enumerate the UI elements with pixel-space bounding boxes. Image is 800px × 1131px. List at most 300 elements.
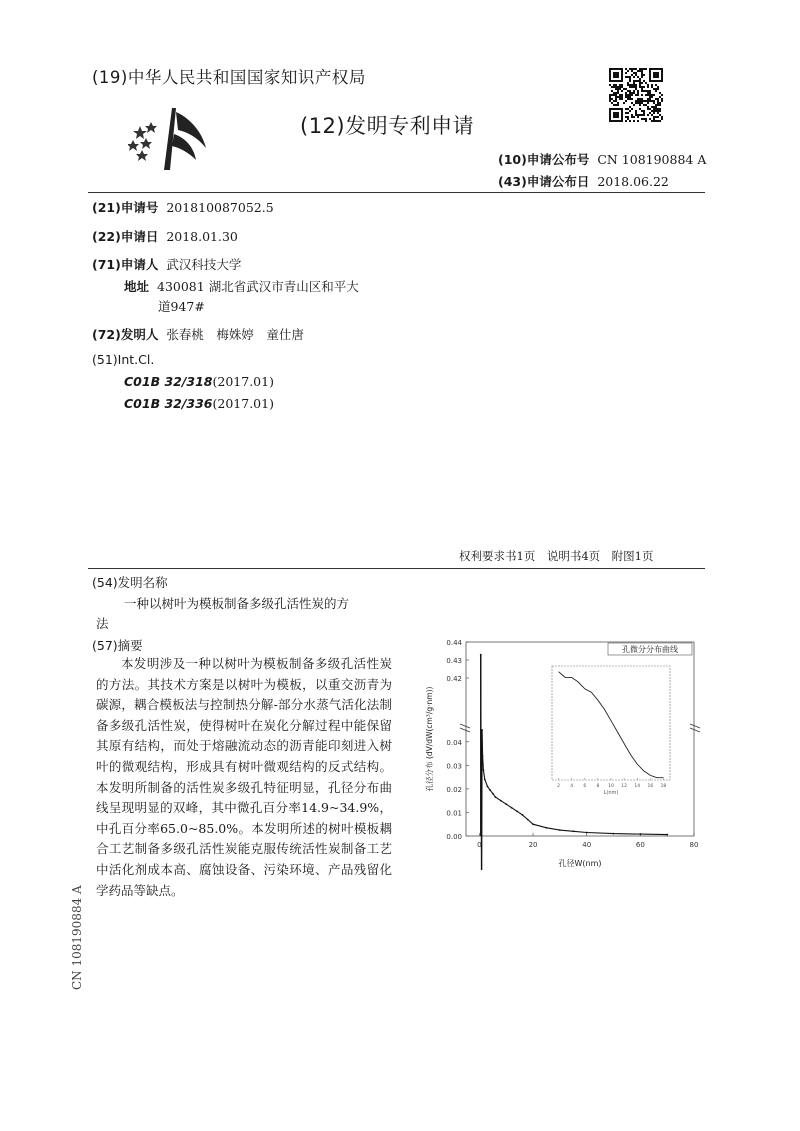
qr-module xyxy=(641,90,643,92)
y-tick-label: 0.03 xyxy=(446,762,462,771)
qr-module xyxy=(619,96,621,98)
qr-module xyxy=(635,80,637,82)
qr-module xyxy=(617,104,619,106)
qr-module xyxy=(639,108,641,110)
inset-x-tick-label: 12 xyxy=(621,784,627,789)
abstract-label: (57)摘要 xyxy=(92,638,143,653)
qr-module xyxy=(653,118,655,120)
qr-module xyxy=(659,104,661,106)
qr-module xyxy=(613,94,615,96)
qr-module xyxy=(633,82,635,84)
qr-module xyxy=(649,100,651,102)
qr-module xyxy=(615,86,617,88)
address-label: 地址 xyxy=(124,279,150,294)
qr-module xyxy=(633,86,635,88)
qr-module xyxy=(661,100,663,102)
inset-x-tick-label: 10 xyxy=(608,784,614,789)
qr-module xyxy=(611,86,613,88)
ipc-label: (51)Int.Cl. xyxy=(92,352,155,367)
qr-module xyxy=(621,86,623,88)
applicant-label: (71)申请人 xyxy=(92,257,159,272)
qr-module xyxy=(637,90,639,92)
qr-module xyxy=(617,96,619,98)
qr-module xyxy=(639,114,641,116)
qr-module xyxy=(641,74,643,76)
qr-module xyxy=(657,120,659,122)
qr-module xyxy=(649,94,651,96)
filing-date-label: (22)申请日 xyxy=(92,229,159,244)
filing-date: 2018.01.30 xyxy=(166,229,238,244)
qr-module xyxy=(621,84,623,86)
qr-module xyxy=(631,70,633,72)
inset-x-tick-label: 8 xyxy=(596,784,600,789)
data-point xyxy=(481,729,483,731)
qr-module xyxy=(649,118,651,120)
data-point xyxy=(480,654,482,656)
qr-module xyxy=(619,86,621,88)
qr-module xyxy=(609,94,611,96)
qr-module xyxy=(613,104,615,106)
qr-module xyxy=(643,80,645,82)
qr-module xyxy=(635,86,637,88)
data-point xyxy=(559,829,561,831)
pore-distribution-chart xyxy=(404,630,710,870)
qr-module xyxy=(643,118,645,120)
qr-module xyxy=(641,100,643,102)
qr-module xyxy=(637,98,639,100)
qr-module xyxy=(653,108,655,110)
qr-module xyxy=(625,68,627,70)
x-tick-label: 60 xyxy=(635,841,645,849)
qr-module xyxy=(649,98,651,100)
qr-module xyxy=(655,106,657,108)
qr-module xyxy=(613,92,615,94)
qr-module xyxy=(609,98,611,100)
x-tick-label: 40 xyxy=(582,841,592,849)
qr-module xyxy=(647,106,649,108)
qr-module xyxy=(629,96,631,98)
inventors: 张春桃 梅姝婷 童仕唐 xyxy=(166,327,304,342)
qr-module xyxy=(659,102,661,104)
axis-break-mark xyxy=(690,728,700,732)
applicant: 武汉科技大学 xyxy=(166,257,242,272)
qr-module xyxy=(633,80,635,82)
qr-module xyxy=(657,88,659,90)
qr-module xyxy=(629,90,631,92)
qr-module xyxy=(629,76,631,78)
qr-module xyxy=(629,106,631,108)
data-point xyxy=(546,827,548,829)
abstract-text: 本发明涉及一种以树叶为模板制备多级孔活性炭的方法。其技术方案是以树叶为模板，以重交沥青为碳源，耦合模板法与控制热分解-部分水蒸气活化法制备多级孔活性炭，使得树叶在炭化分解过程中能保留其原有结构，而处于熔融流动态的沥青能印刻进入树叶的微观结构，形成具有树叶微观结构的反式结构。本发明所制备的活性炭多级孔特征明显，孔径分布曲线呈现明显的双峰，其中微孔百分率14.9~34.9%，中孔百分率65.0~85.0%。本发明所述的树叶模板耦合工艺制备多级孔活性炭能克服传统活性炭制备工艺中活化剂成本高、腐蚀设备、污染环境、产品残留化学药品等缺点。 xyxy=(96,656,392,898)
data-point xyxy=(511,807,513,809)
data-point xyxy=(483,769,485,771)
qr-module xyxy=(627,112,629,114)
office-name: (19)中华人民共和国国家知识产权局 xyxy=(92,68,366,87)
qr-module xyxy=(631,74,633,76)
qr-module xyxy=(623,102,625,104)
qr-module xyxy=(609,96,611,98)
qr-module xyxy=(647,84,649,86)
qr-module xyxy=(657,98,659,100)
data-point xyxy=(487,786,489,788)
qr-module xyxy=(637,94,639,96)
qr-module xyxy=(615,100,617,102)
qr-module xyxy=(641,110,643,112)
data-point xyxy=(489,789,491,791)
qr-module xyxy=(645,94,647,96)
qr-module xyxy=(649,96,651,98)
data-point xyxy=(639,833,641,835)
y-axis-label: 孔径分布 (dV/dW(cm³/g·nm)) xyxy=(425,686,434,792)
y-tick-label: 0.02 xyxy=(446,785,462,794)
qr-module xyxy=(659,120,661,122)
qr-module xyxy=(623,88,625,90)
qr-module xyxy=(641,118,643,120)
qr-module xyxy=(645,90,647,92)
qr-module xyxy=(627,94,629,96)
qr-module xyxy=(611,94,613,96)
qr-module xyxy=(657,110,659,112)
qr-module xyxy=(649,108,651,110)
application-number-label: (21)申请号 xyxy=(92,200,159,215)
qr-module xyxy=(645,118,647,120)
qr-module xyxy=(655,84,657,86)
qr-module xyxy=(637,100,639,102)
qr-module xyxy=(615,104,617,106)
qr-module xyxy=(641,88,643,90)
y-tick-label: 0.43 xyxy=(446,657,462,665)
qr-module xyxy=(641,68,643,70)
qr-module xyxy=(631,84,633,86)
qr-module xyxy=(617,88,619,90)
qr-module xyxy=(655,120,657,122)
qr-module xyxy=(619,88,621,90)
qr-module xyxy=(627,118,629,120)
qr-module xyxy=(631,68,633,70)
data-point xyxy=(482,755,484,757)
axis-break-mark xyxy=(460,724,470,728)
qr-module xyxy=(633,72,635,74)
qr-module xyxy=(619,94,621,96)
qr-module xyxy=(641,94,643,96)
qr-module xyxy=(637,114,639,116)
qr-module xyxy=(655,108,657,110)
qr-module xyxy=(637,102,639,104)
qr-module xyxy=(645,82,647,84)
qr-module xyxy=(625,112,627,114)
qr-module xyxy=(651,106,653,108)
qr-module xyxy=(625,108,627,110)
qr-module xyxy=(633,76,635,78)
data-point xyxy=(500,800,502,802)
x-tick-label: 20 xyxy=(528,841,538,849)
qr-module xyxy=(645,100,647,102)
y-tick-label: 0.42 xyxy=(446,675,462,683)
x-tick-label: 80 xyxy=(689,841,699,849)
qr-module xyxy=(651,114,653,116)
qr-module xyxy=(633,68,635,70)
qr-module xyxy=(633,90,635,92)
qr-module xyxy=(661,116,663,118)
qr-module xyxy=(657,100,659,102)
qr-module xyxy=(635,112,637,114)
data-point xyxy=(613,833,615,835)
qr-module xyxy=(653,106,655,108)
qr-module xyxy=(655,116,657,118)
qr-module xyxy=(655,110,657,112)
qr-module xyxy=(621,96,623,98)
qr-module xyxy=(647,94,649,96)
qr-module xyxy=(627,84,629,86)
qr-module xyxy=(609,84,611,86)
qr-module xyxy=(661,98,663,100)
qr-module xyxy=(659,96,661,98)
qr-module xyxy=(635,110,637,112)
qr-module xyxy=(637,70,639,72)
qr-module xyxy=(627,108,629,110)
qr-module xyxy=(627,116,629,118)
qr-module xyxy=(625,92,627,94)
qr-module xyxy=(633,116,635,118)
qr-module xyxy=(659,110,661,112)
data-point xyxy=(505,803,507,805)
qr-module xyxy=(629,84,631,86)
qr-module xyxy=(629,86,631,88)
qr-module xyxy=(651,120,653,122)
qr-module xyxy=(631,92,633,94)
qr-module xyxy=(621,90,623,92)
qr-module xyxy=(635,74,637,76)
inset-x-tick-label: 4 xyxy=(570,784,574,789)
qr-module xyxy=(641,102,643,104)
qr-finder-inner xyxy=(613,72,619,78)
qr-module xyxy=(629,92,631,94)
qr-module xyxy=(657,112,659,114)
ipc-code-1: C01B 32/318 xyxy=(124,374,213,389)
qr-module xyxy=(637,92,639,94)
qr-module xyxy=(639,84,641,86)
header-divider xyxy=(88,192,705,193)
qr-module xyxy=(627,98,629,100)
qr-module xyxy=(643,86,645,88)
qr-module xyxy=(633,120,635,122)
qr-module xyxy=(647,90,649,92)
qr-module xyxy=(621,98,623,100)
qr-module xyxy=(631,102,633,104)
qr-module xyxy=(643,74,645,76)
qr-module xyxy=(635,72,637,74)
qr-module xyxy=(615,84,617,86)
qr-module xyxy=(637,116,639,118)
qr-module xyxy=(639,102,641,104)
qr-module xyxy=(661,118,663,120)
qr-module xyxy=(635,100,637,102)
qr-module xyxy=(659,92,661,94)
qr-module xyxy=(641,86,643,88)
qr-module xyxy=(625,100,627,102)
qr-module xyxy=(647,92,649,94)
qr-module xyxy=(645,104,647,106)
qr-module xyxy=(629,120,631,122)
qr-module xyxy=(615,96,617,98)
page-count: 权利要求书1页 说明书4页 附图1页 xyxy=(459,549,654,563)
qr-module xyxy=(647,98,649,100)
qr-module xyxy=(613,100,615,102)
qr-module xyxy=(625,96,627,98)
data-point xyxy=(521,814,523,816)
qr-module xyxy=(659,108,661,110)
qr-module xyxy=(617,86,619,88)
qr-module xyxy=(641,114,643,116)
qr-module xyxy=(619,98,621,100)
data-point xyxy=(586,832,588,834)
qr-module xyxy=(625,88,627,90)
qr-module xyxy=(611,102,613,104)
qr-module xyxy=(625,76,627,78)
qr-module xyxy=(639,100,641,102)
qr-module xyxy=(643,68,645,70)
qr-module xyxy=(647,102,649,104)
qr-finder-inner xyxy=(613,112,619,118)
qr-module xyxy=(611,98,613,100)
section-divider xyxy=(88,568,705,569)
qr-module xyxy=(629,98,631,100)
qr-module xyxy=(633,104,635,106)
axis-break-mark xyxy=(690,724,700,728)
qr-module xyxy=(653,110,655,112)
qr-module xyxy=(635,102,637,104)
qr-module xyxy=(647,100,649,102)
qr-module xyxy=(655,98,657,100)
qr-module xyxy=(645,120,647,122)
qr-module xyxy=(653,100,655,102)
qr-code xyxy=(609,68,663,122)
qr-module xyxy=(641,82,643,84)
qr-module xyxy=(641,70,643,72)
qr-module xyxy=(657,108,659,110)
qr-finder-inner xyxy=(653,72,659,78)
cnipa-logo xyxy=(128,104,210,172)
inset-x-label: L(nm) xyxy=(603,790,619,796)
y-tick-label: 0.04 xyxy=(446,738,462,747)
publication-date: 2018.06.22 xyxy=(597,174,669,189)
axis-break-mark xyxy=(460,728,470,732)
qr-module xyxy=(657,116,659,118)
qr-module xyxy=(655,104,657,106)
qr-module xyxy=(657,104,659,106)
qr-module xyxy=(635,68,637,70)
qr-module xyxy=(635,94,637,96)
x-axis-label: 孔径W(nm) xyxy=(558,859,602,868)
y-tick-label: 0.44 xyxy=(446,639,462,647)
qr-module xyxy=(649,92,651,94)
qr-module xyxy=(655,88,657,90)
chart-title: 孔微分分布曲线 xyxy=(622,645,678,654)
qr-module xyxy=(653,116,655,118)
qr-module xyxy=(643,100,645,102)
invention-title-line-2: 法 xyxy=(96,616,109,631)
qr-module xyxy=(651,84,653,86)
qr-module xyxy=(621,94,623,96)
publication-number-label: (10)申请公布号 xyxy=(498,152,590,167)
y-tick-label: 0.01 xyxy=(446,809,462,818)
qr-module xyxy=(647,86,649,88)
qr-module xyxy=(631,108,633,110)
inset-frame xyxy=(552,666,670,780)
address-line-1: 430081 湖北省武汉市青山区和平大 xyxy=(157,279,359,294)
qr-module xyxy=(617,102,619,104)
qr-module xyxy=(651,110,653,112)
y-tick-label: 0.00 xyxy=(446,833,462,841)
qr-module xyxy=(643,110,645,112)
qr-module xyxy=(631,94,633,96)
qr-module xyxy=(625,94,627,96)
qr-module xyxy=(631,114,633,116)
qr-module xyxy=(657,86,659,88)
qr-module xyxy=(653,88,655,90)
qr-module xyxy=(643,104,645,106)
qr-module xyxy=(659,114,661,116)
qr-module xyxy=(641,98,643,100)
qr-module xyxy=(641,72,643,74)
qr-module xyxy=(615,98,617,100)
qr-module xyxy=(651,100,653,102)
qr-module xyxy=(625,116,627,118)
qr-module xyxy=(633,92,635,94)
invention-title-line-1: 一种以树叶为模板制备多级孔活性炭的方 xyxy=(124,596,350,611)
qr-module xyxy=(645,68,647,70)
qr-module xyxy=(649,112,651,114)
side-publication-number: CN 108190884 A xyxy=(70,885,84,990)
data-point xyxy=(492,793,494,795)
qr-module xyxy=(615,92,617,94)
qr-module xyxy=(615,94,617,96)
qr-module xyxy=(609,100,611,102)
qr-module xyxy=(637,120,639,122)
data-point xyxy=(495,796,497,798)
ipc-code-2: C01B 32/336 xyxy=(124,396,213,411)
qr-module xyxy=(611,90,613,92)
qr-module xyxy=(647,108,649,110)
qr-module xyxy=(629,80,631,82)
qr-module xyxy=(635,114,637,116)
qr-module xyxy=(639,82,641,84)
qr-module xyxy=(643,112,645,114)
application-number: 201810087052.5 xyxy=(166,200,274,215)
ipc-version-1: (2017.01) xyxy=(212,374,274,389)
qr-module xyxy=(643,114,645,116)
qr-module xyxy=(653,112,655,114)
qr-module xyxy=(639,104,641,106)
qr-module xyxy=(653,120,655,122)
inset-x-tick-label: 6 xyxy=(583,784,587,789)
x-tick-label: 0 xyxy=(477,841,482,849)
qr-module xyxy=(637,76,639,78)
qr-module xyxy=(617,90,619,92)
qr-module xyxy=(613,86,615,88)
qr-module xyxy=(613,84,615,86)
publication-date-label: (43)申请公布日 xyxy=(498,174,590,189)
document-type: (12)发明专利申请 xyxy=(300,114,475,138)
qr-module xyxy=(639,68,641,70)
qr-module xyxy=(617,92,619,94)
qr-module xyxy=(643,90,645,92)
qr-module xyxy=(639,98,641,100)
inset-x-tick-label: 18 xyxy=(660,784,667,789)
qr-module xyxy=(631,86,633,88)
inset-x-tick-label: 14 xyxy=(634,784,641,789)
qr-module xyxy=(649,90,651,92)
